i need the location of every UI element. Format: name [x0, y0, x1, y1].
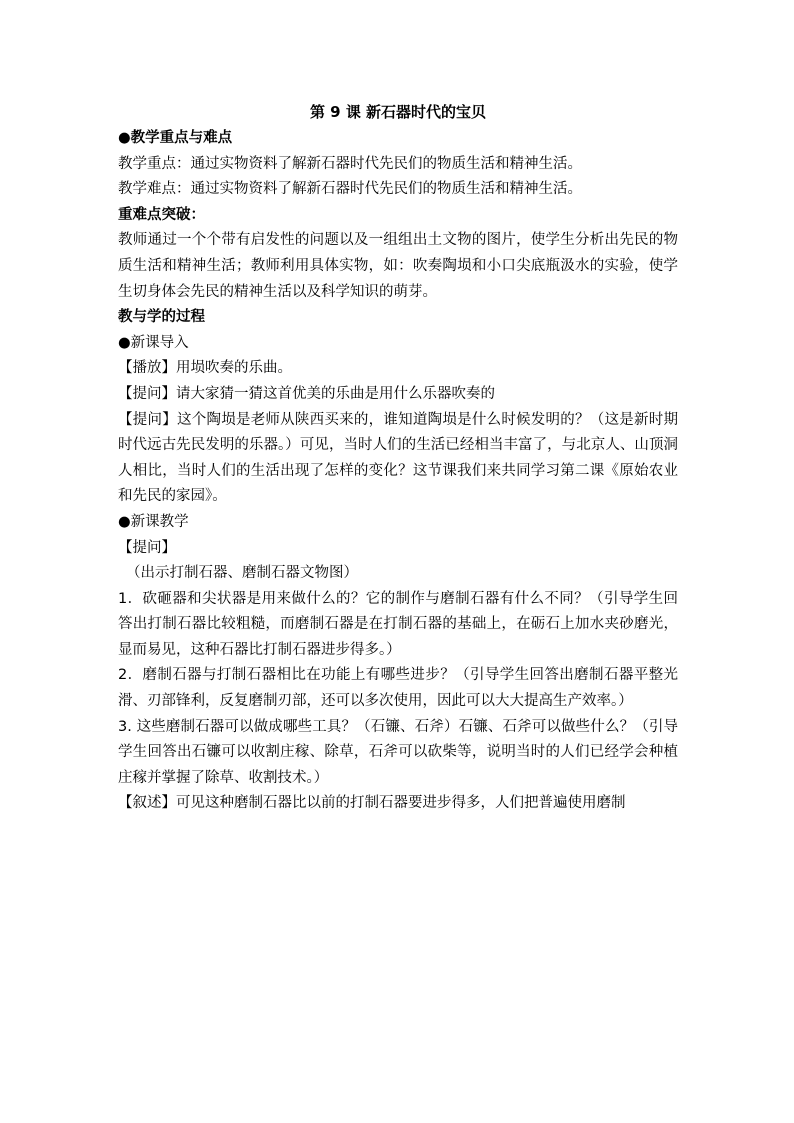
paragraph: ●新课导入 — [118, 334, 189, 351]
paragraph: 2．磨制石器与打制石器相比在功能上有哪些进步？（引导学生回答出磨制石器平整光滑、刃部锋利，反复磨制刃部，还可以多次使用，因此可以大大提高生产效率。） — [118, 667, 678, 710]
section-heading: 教与学的过程 — [118, 309, 205, 326]
paragraph: 【叙述】可见这种磨制石器比以前的打制石器要进步得多，人们把普遍使用磨制 — [118, 795, 626, 812]
document-body — [118, 126, 678, 817]
paragraph: 3. 这些磨制石器可以做成哪些工具？（石镰、石斧）石镰、石斧可以做些什么？（引导学生回答出石镰可以收割庄稼、除草，石斧可以砍柴等，说明当时的人们已经学会种植庄稼并掌握了除草、收割技术。） — [118, 718, 678, 786]
document-page — [118, 100, 678, 817]
paragraph: ●新课教学 — [118, 513, 189, 530]
paragraph: 教学重点：通过实物资料了解新石器时代先民们的物质生活和精神生活。 — [118, 155, 582, 172]
paragraph: 【提问】这个陶埙是老师从陕西买来的，谁知道陶埙是什么时候发明的？（这是新时期时代远古先民发明的乐器。）可见，当时人们的生活已经相当丰富了，与北京人、山顶洞人相比，当时人们的生活出现了怎样的变化？这节课我们来共同学习第二课《原始农业和先民的家园》。 — [118, 411, 678, 505]
section-heading: ●教学重点与难点 — [118, 130, 233, 146]
page-title: 第 9 课 新石器时代的宝贝 — [309, 103, 487, 121]
paragraph: 教学难点：通过实物资料了解新石器时代先民们的物质生活和精神生活。 — [118, 181, 582, 198]
paragraph: 教师通过一个个带有启发性的问题以及一组组出土文物的图片，使学生分析出先民的物质生活和精神生活；教师利用具体实物，如：吹奏陶埙和小口尖底瓶汲水的实验，使学生切身体会先民的精神生活以及科学知识的萌芽。 — [118, 232, 678, 300]
paragraph: 【提问】 — [118, 539, 176, 556]
paragraph: 1．砍砸器和尖状器是用来做什么的？它的制作与磨制石器有什么不同？（引导学生回答出打制石器比较粗糙，而磨制石器是在打制石器的基础上，在砺石上加水夹砂磨光，显而易见，这种石器比打制石器进步得多。） — [118, 590, 678, 658]
paragraph: 【提问】请大家猜一猜这首优美的乐曲是用什么乐器吹奏的 — [118, 385, 495, 402]
paragraph: 【播放】用埙吹奏的乐曲。 — [118, 360, 292, 377]
paragraph: （出示打制石器、磨制石器文物图） — [126, 565, 358, 582]
section-heading: 重难点突破： — [118, 206, 205, 223]
